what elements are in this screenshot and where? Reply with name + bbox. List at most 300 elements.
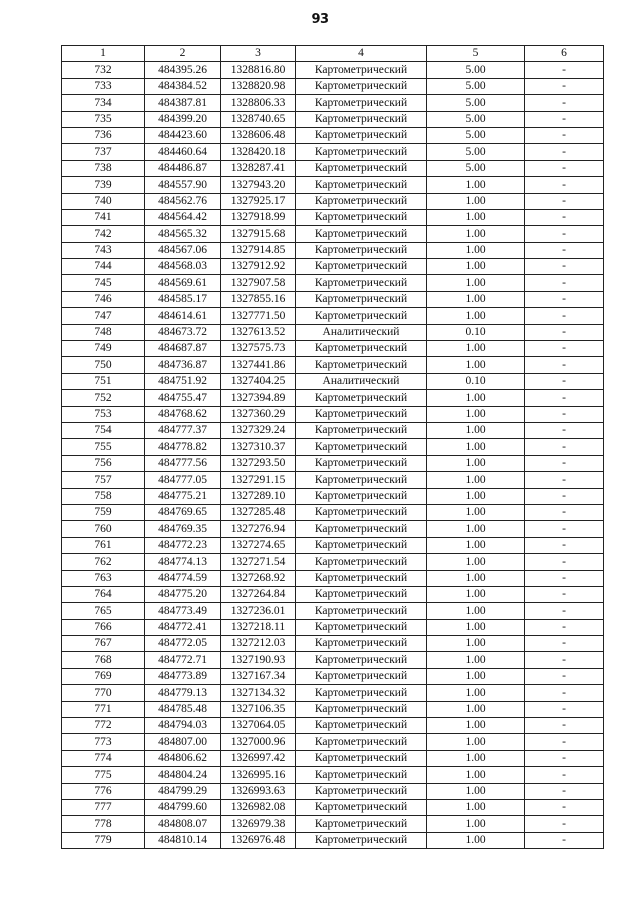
note-cell: -	[525, 537, 604, 553]
x-coordinate-cell: 484785.48	[145, 701, 221, 717]
accuracy-cell: 1.00	[427, 259, 525, 275]
accuracy-cell: 1.00	[427, 275, 525, 291]
table-body	[62, 62, 604, 849]
y-coordinate-cell: 1328816.80	[221, 62, 296, 78]
point-number-cell: 738	[62, 160, 145, 176]
column-header: 4	[296, 46, 427, 62]
column-header: 3	[221, 46, 296, 62]
point-number-cell: 743	[62, 242, 145, 258]
method-cell: Картометрический	[296, 242, 427, 258]
accuracy-cell: 1.00	[427, 586, 525, 602]
x-coordinate-cell: 484568.03	[145, 259, 221, 275]
accuracy-cell: 5.00	[427, 78, 525, 94]
table-row	[62, 226, 604, 242]
note-cell: -	[525, 291, 604, 307]
x-coordinate-cell: 484768.62	[145, 406, 221, 422]
note-cell: -	[525, 832, 604, 848]
accuracy-cell: 1.00	[427, 767, 525, 783]
column-header: 1	[62, 46, 145, 62]
accuracy-cell: 1.00	[427, 718, 525, 734]
note-cell: -	[525, 62, 604, 78]
accuracy-cell: 5.00	[427, 111, 525, 127]
y-coordinate-cell: 1327943.20	[221, 177, 296, 193]
x-coordinate-cell: 484486.87	[145, 160, 221, 176]
table-row	[62, 144, 604, 160]
table-row	[62, 111, 604, 127]
x-coordinate-cell: 484777.37	[145, 422, 221, 438]
y-coordinate-cell: 1326997.42	[221, 750, 296, 766]
method-cell: Картометрический	[296, 62, 427, 78]
accuracy-cell: 1.00	[427, 177, 525, 193]
accuracy-cell: 1.00	[427, 799, 525, 815]
x-coordinate-cell: 484387.81	[145, 95, 221, 111]
accuracy-cell: 1.00	[427, 357, 525, 373]
method-cell: Картометрический	[296, 406, 427, 422]
note-cell: -	[525, 816, 604, 832]
y-coordinate-cell: 1327394.89	[221, 390, 296, 406]
accuracy-cell: 1.00	[427, 832, 525, 848]
accuracy-cell: 1.00	[427, 570, 525, 586]
column-header: 6	[525, 46, 604, 62]
method-cell: Картометрический	[296, 259, 427, 275]
x-coordinate-cell: 484567.06	[145, 242, 221, 258]
point-number-cell: 752	[62, 390, 145, 406]
note-cell: -	[525, 259, 604, 275]
y-coordinate-cell: 1327912.92	[221, 259, 296, 275]
point-number-cell: 770	[62, 685, 145, 701]
x-coordinate-cell: 484395.26	[145, 62, 221, 78]
method-cell: Картометрический	[296, 537, 427, 553]
note-cell: -	[525, 783, 604, 799]
table-row	[62, 95, 604, 111]
method-cell: Картометрический	[296, 832, 427, 848]
method-cell: Картометрический	[296, 275, 427, 291]
y-coordinate-cell: 1328740.65	[221, 111, 296, 127]
point-number-cell: 742	[62, 226, 145, 242]
note-cell: -	[525, 193, 604, 209]
accuracy-cell: 5.00	[427, 95, 525, 111]
accuracy-cell: 5.00	[427, 144, 525, 160]
method-cell: Аналитический	[296, 373, 427, 389]
note-cell: -	[525, 324, 604, 340]
x-coordinate-cell: 484810.14	[145, 832, 221, 848]
y-coordinate-cell: 1327274.65	[221, 537, 296, 553]
x-coordinate-cell: 484794.03	[145, 718, 221, 734]
method-cell: Картометрический	[296, 127, 427, 143]
note-cell: -	[525, 586, 604, 602]
method-cell: Картометрический	[296, 783, 427, 799]
method-cell: Картометрический	[296, 291, 427, 307]
accuracy-cell: 1.00	[427, 226, 525, 242]
y-coordinate-cell: 1328606.48	[221, 127, 296, 143]
point-number-cell: 775	[62, 767, 145, 783]
y-coordinate-cell: 1327310.37	[221, 439, 296, 455]
x-coordinate-cell: 484807.00	[145, 734, 221, 750]
x-coordinate-cell: 484562.76	[145, 193, 221, 209]
accuracy-cell: 1.00	[427, 734, 525, 750]
y-coordinate-cell: 1327212.03	[221, 636, 296, 652]
x-coordinate-cell: 484777.56	[145, 455, 221, 471]
table-row	[62, 767, 604, 783]
x-coordinate-cell: 484384.52	[145, 78, 221, 94]
point-number-cell: 739	[62, 177, 145, 193]
note-cell: -	[525, 767, 604, 783]
table-row	[62, 701, 604, 717]
point-number-cell: 760	[62, 521, 145, 537]
accuracy-cell: 1.00	[427, 422, 525, 438]
x-coordinate-cell: 484799.29	[145, 783, 221, 799]
method-cell: Картометрический	[296, 160, 427, 176]
table-row	[62, 668, 604, 684]
x-coordinate-cell: 484772.41	[145, 619, 221, 635]
accuracy-cell: 0.10	[427, 373, 525, 389]
table-row	[62, 504, 604, 520]
accuracy-cell: 1.00	[427, 554, 525, 570]
note-cell: -	[525, 636, 604, 652]
x-coordinate-cell: 484769.65	[145, 504, 221, 520]
table-row	[62, 275, 604, 291]
table-row	[62, 357, 604, 373]
y-coordinate-cell: 1326979.38	[221, 816, 296, 832]
table-row	[62, 324, 604, 340]
accuracy-cell: 1.00	[427, 603, 525, 619]
point-number-cell: 745	[62, 275, 145, 291]
point-number-cell: 744	[62, 259, 145, 275]
note-cell: -	[525, 177, 604, 193]
note-cell: -	[525, 127, 604, 143]
accuracy-cell: 1.00	[427, 390, 525, 406]
header-row	[62, 46, 604, 62]
method-cell: Картометрический	[296, 586, 427, 602]
point-number-cell: 750	[62, 357, 145, 373]
y-coordinate-cell: 1327134.32	[221, 685, 296, 701]
point-number-cell: 762	[62, 554, 145, 570]
point-number-cell: 772	[62, 718, 145, 734]
table-row	[62, 586, 604, 602]
method-cell: Картометрический	[296, 78, 427, 94]
method-cell: Картометрический	[296, 636, 427, 652]
note-cell: -	[525, 455, 604, 471]
table-row	[62, 62, 604, 78]
method-cell: Картометрический	[296, 701, 427, 717]
y-coordinate-cell: 1327285.48	[221, 504, 296, 520]
accuracy-cell: 1.00	[427, 652, 525, 668]
point-number-cell: 766	[62, 619, 145, 635]
point-number-cell: 736	[62, 127, 145, 143]
x-coordinate-cell: 484772.05	[145, 636, 221, 652]
x-coordinate-cell: 484687.87	[145, 341, 221, 357]
x-coordinate-cell: 484585.17	[145, 291, 221, 307]
point-number-cell: 737	[62, 144, 145, 160]
table-row	[62, 619, 604, 635]
y-coordinate-cell: 1328806.33	[221, 95, 296, 111]
accuracy-cell: 1.00	[427, 406, 525, 422]
note-cell: -	[525, 439, 604, 455]
note-cell: -	[525, 95, 604, 111]
note-cell: -	[525, 554, 604, 570]
table-row	[62, 652, 604, 668]
x-coordinate-cell: 484774.59	[145, 570, 221, 586]
point-number-cell: 778	[62, 816, 145, 832]
note-cell: -	[525, 341, 604, 357]
y-coordinate-cell: 1326982.08	[221, 799, 296, 815]
table-row	[62, 160, 604, 176]
point-number-cell: 749	[62, 341, 145, 357]
point-number-cell: 733	[62, 78, 145, 94]
table-row	[62, 390, 604, 406]
method-cell: Картометрический	[296, 554, 427, 570]
x-coordinate-cell: 484673.72	[145, 324, 221, 340]
x-coordinate-cell: 484773.89	[145, 668, 221, 684]
point-number-cell: 763	[62, 570, 145, 586]
note-cell: -	[525, 144, 604, 160]
note-cell: -	[525, 308, 604, 324]
y-coordinate-cell: 1326995.16	[221, 767, 296, 783]
note-cell: -	[525, 504, 604, 520]
table-row	[62, 537, 604, 553]
accuracy-cell: 1.00	[427, 816, 525, 832]
x-coordinate-cell: 484772.23	[145, 537, 221, 553]
accuracy-cell: 1.00	[427, 209, 525, 225]
point-number-cell: 768	[62, 652, 145, 668]
x-coordinate-cell: 484806.62	[145, 750, 221, 766]
note-cell: -	[525, 799, 604, 815]
y-coordinate-cell: 1327167.34	[221, 668, 296, 684]
point-number-cell: 774	[62, 750, 145, 766]
table-row	[62, 472, 604, 488]
note-cell: -	[525, 209, 604, 225]
accuracy-cell: 1.00	[427, 488, 525, 504]
method-cell: Картометрический	[296, 767, 427, 783]
method-cell: Картометрический	[296, 439, 427, 455]
y-coordinate-cell: 1327268.92	[221, 570, 296, 586]
x-coordinate-cell: 484557.90	[145, 177, 221, 193]
point-number-cell: 741	[62, 209, 145, 225]
x-coordinate-cell: 484777.05	[145, 472, 221, 488]
note-cell: -	[525, 422, 604, 438]
coordinates-table	[61, 45, 604, 849]
method-cell: Картометрический	[296, 357, 427, 373]
column-header: 2	[145, 46, 221, 62]
x-coordinate-cell: 484804.24	[145, 767, 221, 783]
y-coordinate-cell: 1327907.58	[221, 275, 296, 291]
method-cell: Картометрический	[296, 570, 427, 586]
x-coordinate-cell: 484775.20	[145, 586, 221, 602]
x-coordinate-cell: 484772.71	[145, 652, 221, 668]
note-cell: -	[525, 357, 604, 373]
x-coordinate-cell: 484779.13	[145, 685, 221, 701]
note-cell: -	[525, 275, 604, 291]
note-cell: -	[525, 111, 604, 127]
note-cell: -	[525, 160, 604, 176]
y-coordinate-cell: 1327441.86	[221, 357, 296, 373]
method-cell: Картометрический	[296, 95, 427, 111]
accuracy-cell: 1.00	[427, 472, 525, 488]
accuracy-cell: 1.00	[427, 750, 525, 766]
point-number-cell: 776	[62, 783, 145, 799]
y-coordinate-cell: 1327264.84	[221, 586, 296, 602]
x-coordinate-cell: 484423.60	[145, 127, 221, 143]
table-row	[62, 308, 604, 324]
x-coordinate-cell: 484564.42	[145, 209, 221, 225]
point-number-cell: 748	[62, 324, 145, 340]
x-coordinate-cell: 484569.61	[145, 275, 221, 291]
method-cell: Картометрический	[296, 668, 427, 684]
table-row	[62, 554, 604, 570]
x-coordinate-cell: 484799.60	[145, 799, 221, 815]
note-cell: -	[525, 750, 604, 766]
method-cell: Картометрический	[296, 619, 427, 635]
point-number-cell: 751	[62, 373, 145, 389]
method-cell: Картометрический	[296, 455, 427, 471]
y-coordinate-cell: 1327289.10	[221, 488, 296, 504]
table-row	[62, 816, 604, 832]
table-row	[62, 439, 604, 455]
method-cell: Картометрический	[296, 685, 427, 701]
method-cell: Картометрический	[296, 750, 427, 766]
y-coordinate-cell: 1327613.52	[221, 324, 296, 340]
y-coordinate-cell: 1327276.94	[221, 521, 296, 537]
method-cell: Картометрический	[296, 521, 427, 537]
accuracy-cell: 1.00	[427, 619, 525, 635]
point-number-cell: 773	[62, 734, 145, 750]
accuracy-cell: 1.00	[427, 668, 525, 684]
accuracy-cell: 1.00	[427, 521, 525, 537]
y-coordinate-cell: 1327855.16	[221, 291, 296, 307]
point-number-cell: 759	[62, 504, 145, 520]
x-coordinate-cell: 484774.13	[145, 554, 221, 570]
note-cell: -	[525, 685, 604, 701]
y-coordinate-cell: 1327106.35	[221, 701, 296, 717]
table-row	[62, 455, 604, 471]
method-cell: Картометрический	[296, 603, 427, 619]
note-cell: -	[525, 570, 604, 586]
point-number-cell: 753	[62, 406, 145, 422]
method-cell: Картометрический	[296, 472, 427, 488]
method-cell: Картометрический	[296, 390, 427, 406]
accuracy-cell: 1.00	[427, 341, 525, 357]
table-row	[62, 603, 604, 619]
method-cell: Картометрический	[296, 111, 427, 127]
point-number-cell: 769	[62, 668, 145, 684]
method-cell: Картометрический	[296, 718, 427, 734]
table-row	[62, 832, 604, 848]
x-coordinate-cell: 484736.87	[145, 357, 221, 373]
accuracy-cell: 1.00	[427, 685, 525, 701]
page-number: 93	[311, 12, 329, 27]
x-coordinate-cell: 484775.21	[145, 488, 221, 504]
note-cell: -	[525, 242, 604, 258]
table-row	[62, 750, 604, 766]
accuracy-cell: 1.00	[427, 537, 525, 553]
table-row	[62, 291, 604, 307]
x-coordinate-cell: 484808.07	[145, 816, 221, 832]
y-coordinate-cell: 1327190.93	[221, 652, 296, 668]
method-cell: Картометрический	[296, 209, 427, 225]
method-cell: Картометрический	[296, 341, 427, 357]
accuracy-cell: 1.00	[427, 783, 525, 799]
table-row	[62, 783, 604, 799]
point-number-cell: 764	[62, 586, 145, 602]
point-number-cell: 740	[62, 193, 145, 209]
note-cell: -	[525, 652, 604, 668]
table-row	[62, 570, 604, 586]
accuracy-cell: 0.10	[427, 324, 525, 340]
y-coordinate-cell: 1327329.24	[221, 422, 296, 438]
accuracy-cell: 1.00	[427, 308, 525, 324]
note-cell: -	[525, 619, 604, 635]
method-cell: Картометрический	[296, 422, 427, 438]
table-row	[62, 209, 604, 225]
point-number-cell: 777	[62, 799, 145, 815]
table-row	[62, 259, 604, 275]
y-coordinate-cell: 1327271.54	[221, 554, 296, 570]
y-coordinate-cell: 1327925.17	[221, 193, 296, 209]
table-row	[62, 127, 604, 143]
y-coordinate-cell: 1328287.41	[221, 160, 296, 176]
method-cell: Картометрический	[296, 177, 427, 193]
table-row	[62, 341, 604, 357]
point-number-cell: 757	[62, 472, 145, 488]
table-row	[62, 521, 604, 537]
x-coordinate-cell: 484460.64	[145, 144, 221, 160]
table-header	[62, 46, 604, 62]
point-number-cell: 765	[62, 603, 145, 619]
method-cell: Картометрический	[296, 488, 427, 504]
table-row	[62, 799, 604, 815]
table-row	[62, 685, 604, 701]
table-row	[62, 193, 604, 209]
note-cell: -	[525, 226, 604, 242]
table-row	[62, 718, 604, 734]
method-cell: Аналитический	[296, 324, 427, 340]
y-coordinate-cell: 1327236.01	[221, 603, 296, 619]
accuracy-cell: 1.00	[427, 242, 525, 258]
accuracy-cell: 5.00	[427, 62, 525, 78]
point-number-cell: 756	[62, 455, 145, 471]
note-cell: -	[525, 521, 604, 537]
accuracy-cell: 1.00	[427, 291, 525, 307]
accuracy-cell: 1.00	[427, 439, 525, 455]
point-number-cell: 746	[62, 291, 145, 307]
note-cell: -	[525, 488, 604, 504]
y-coordinate-cell: 1328420.18	[221, 144, 296, 160]
x-coordinate-cell: 484751.92	[145, 373, 221, 389]
y-coordinate-cell: 1327218.11	[221, 619, 296, 635]
point-number-cell: 767	[62, 636, 145, 652]
note-cell: -	[525, 718, 604, 734]
point-number-cell: 758	[62, 488, 145, 504]
y-coordinate-cell: 1327360.29	[221, 406, 296, 422]
x-coordinate-cell: 484565.32	[145, 226, 221, 242]
accuracy-cell: 1.00	[427, 193, 525, 209]
y-coordinate-cell: 1327575.73	[221, 341, 296, 357]
point-number-cell: 747	[62, 308, 145, 324]
x-coordinate-cell: 484399.20	[145, 111, 221, 127]
y-coordinate-cell: 1327915.68	[221, 226, 296, 242]
note-cell: -	[525, 668, 604, 684]
table-row	[62, 373, 604, 389]
method-cell: Картометрический	[296, 504, 427, 520]
y-coordinate-cell: 1327771.50	[221, 308, 296, 324]
table-row	[62, 422, 604, 438]
table-row	[62, 734, 604, 750]
table-row	[62, 78, 604, 94]
table-row	[62, 406, 604, 422]
y-coordinate-cell: 1326993.63	[221, 783, 296, 799]
method-cell: Картометрический	[296, 816, 427, 832]
point-number-cell: 734	[62, 95, 145, 111]
